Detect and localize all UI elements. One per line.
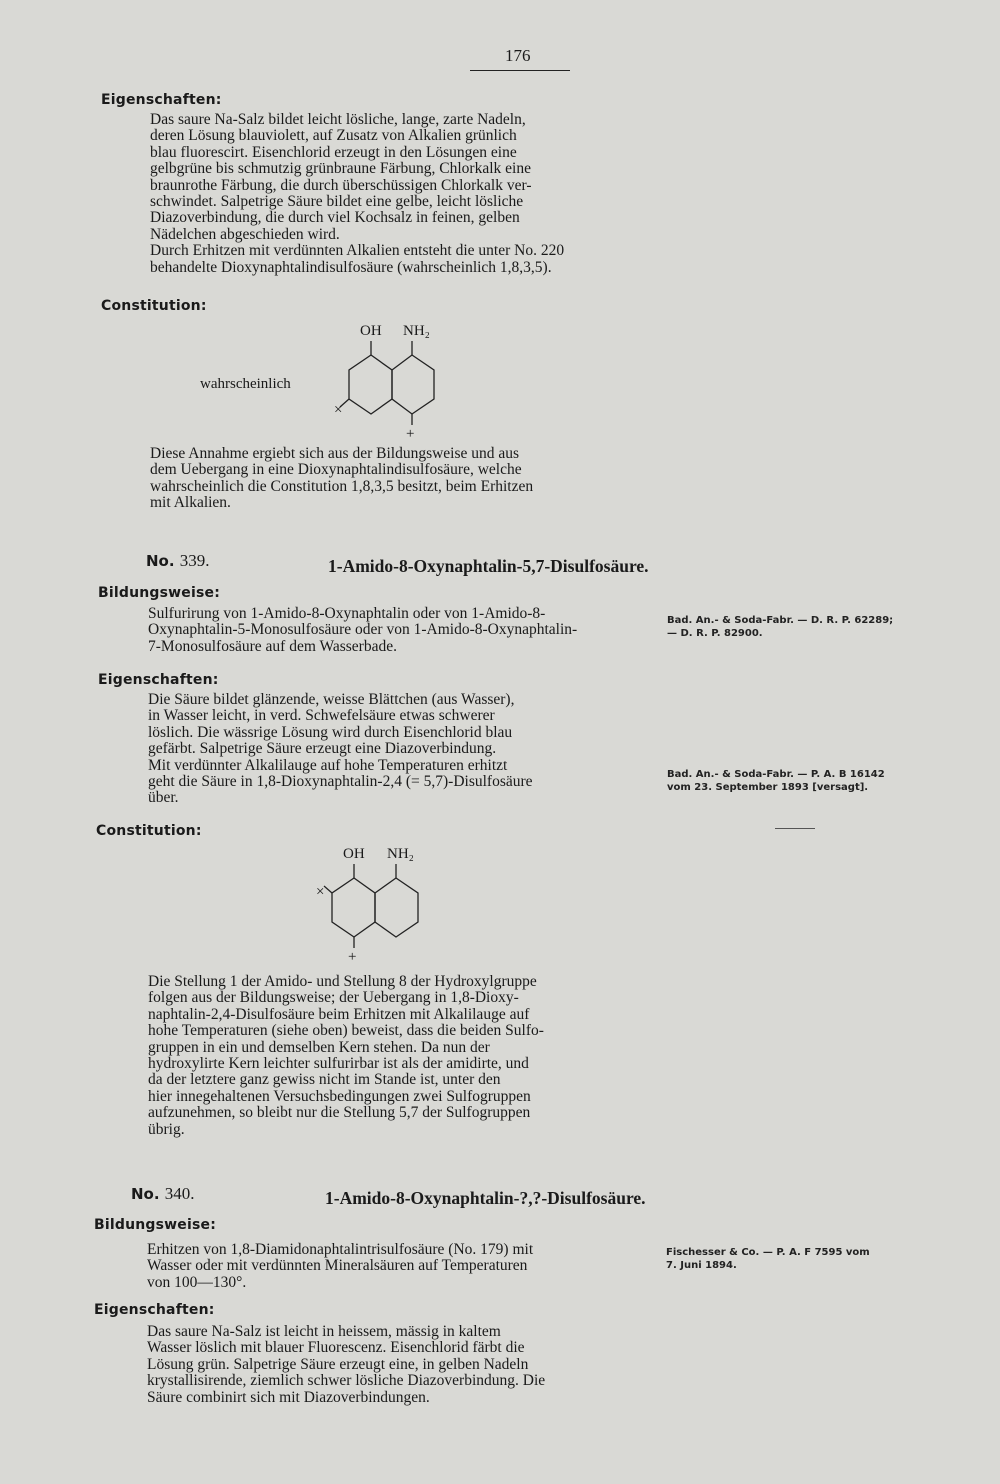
constitution-note-339 (148, 974, 544, 1138)
eigenschaften-text-1-line: Das saure Na-Salz bildet leicht lösliche, lange, zarte Nadeln, (150, 111, 526, 128)
structure-note-1-line: mit Alkalien. (150, 494, 231, 512)
eigenschaften-text-340-line: Lösung grün. Salpetrige Säure erzeugt eine, in gelben Nadeln (147, 1355, 529, 1373)
patent-reference-339-b (667, 768, 885, 794)
eigenschaften-text-339-line: über. (148, 789, 179, 807)
entry-no-value-339: 339. (179, 551, 210, 570)
eigenschaften-heading-340: Eigenschaften: (94, 1302, 215, 1318)
entry-no-prefix-340: No. (131, 1185, 160, 1203)
eigenschaften-heading-1: Eigenschaften: (101, 92, 222, 108)
structure-oh-1: OH (360, 323, 382, 339)
x-substituent-marker-339: × (316, 884, 325, 900)
patent-reference-340-line: Fischesser & Co. — P. A. F 7595 vom (666, 1247, 870, 1258)
eigenschaften-text-339-line: in Wasser leicht, in verd. Schwefelsäure etwas schwerer (148, 707, 495, 725)
eigenschaften-text-1-line: behandelte Dioxynaphtalindisulfosäure (wahrscheinlich 1,8,3,5). (150, 258, 552, 276)
eigenschaften-text-1-line: braunrothe Färbung, die durch überschüssigen Chlorkalk ver- (150, 176, 532, 194)
constitution-note-339-line: übrig. (148, 1120, 185, 1138)
structure-oh-339: OH (343, 846, 365, 862)
naphthalene-structure-339 (310, 838, 460, 968)
patent-reference-339-a-line: — D. R. P. 82900. (667, 628, 763, 639)
constitution-note-339-line: hier innegehaltenen Versuchsbedingungen zwei Sulfogruppen (148, 1087, 531, 1105)
patent-reference-339-a-line: Bad. An.- & Soda-Fabr. — D. R. P. 62289; (667, 615, 894, 626)
eigenschaften-text-340-line: Das saure Na-Salz ist leicht in heissem, mässig in kaltem (147, 1323, 501, 1340)
entry-number-340 (131, 1184, 195, 1204)
entry-no-prefix-339: No. (146, 552, 175, 570)
eigenschaften-text-1-line: blau fluorescirt. Eisenchlorid erzeugt in den Lösungen eine (150, 143, 517, 161)
bildungsweise-text-339-line: 7-Monosulfosäure auf dem Wasserbade. (148, 637, 397, 655)
bildungsweise-heading-339: Bildungsweise: (98, 585, 221, 601)
constitution-note-339-line: naphtalin-2,4-Disulfosäure beim Erhitzen mit Alkalilauge auf (148, 1005, 530, 1023)
eigenschaften-text-340-line: Wasser löslich mit blauer Fluorescenz. Eisenchlorid färbt die (147, 1339, 525, 1357)
eigenschaften-text-339-line: Die Säure bildet glänzende, weisse Blättchen (aus Wasser), (148, 691, 515, 708)
patent-reference-340 (666, 1246, 870, 1272)
constitution-heading-339: Constitution: (96, 823, 202, 839)
constitution-note-339-line: folgen aus der Bildungsweise; der Uebergang in 1,8-Dioxy- (148, 989, 519, 1007)
patent-reference-339-b-line: vom 23. September 1893 [versagt]. (667, 782, 869, 793)
eigenschaften-text-1-line: gelbgrüne bis schmutzig grünbraune Färbung, Chlorkalk eine (150, 160, 531, 178)
x-substituent-marker-1: × (334, 402, 343, 418)
naphthalene-structure-1 (320, 315, 460, 445)
bildungsweise-text-340-line: von 100—130°. (147, 1273, 247, 1291)
plus-substituent-marker-339: + (348, 949, 357, 965)
patent-reference-339-a (667, 614, 893, 640)
patent-reference-339-b-line: Bad. An.- & Soda-Fabr. — P. A. B 16142 (667, 769, 885, 780)
structure-note-1-line: dem Uebergang in eine Dioxynaphtalindisulfosäure, welche (150, 461, 522, 479)
eigenschaften-text-339 (148, 692, 533, 807)
structure-note-1 (150, 446, 533, 512)
entry-no-value-340: 340. (164, 1184, 195, 1203)
eigenschaften-text-340-line: krystallisirende, ziemlich schwer lösliche Diazoverbindung. Die (147, 1372, 546, 1390)
structure-label-wahrscheinlich: wahrscheinlich (200, 376, 291, 392)
bildungsweise-heading-340: Bildungsweise: (94, 1217, 217, 1233)
bildungsweise-text-339-line: Sulfurirung von 1-Amido-8-Oxynaphtalin oder von 1-Amido-8- (148, 605, 546, 622)
eigenschaften-text-1-line: Durch Erhitzen mit verdünnten Alkalien entsteht die unter No. 220 (150, 242, 565, 260)
eigenschaften-text-1-line: schwindet. Salpetrige Säure bildet eine gelbe, leicht lösliche (150, 193, 524, 211)
eigenschaften-text-340-line: Säure combinirt sich mit Diazoverbindungen. (147, 1388, 430, 1406)
eigenschaften-text-339-line: löslich. Die wässrige Lösung wird durch Eisenchlorid blau (148, 723, 513, 741)
structure-nh2-1: NH₂ (403, 323, 430, 339)
eigenschaften-text-1-line: Diazoverbindung, die durch viel Kochsalz in feinen, gelben (150, 209, 520, 227)
bildungsweise-text-339-line: Oxynaphtalin-5-Monosulfosäure oder von 1-Amido-8-Oxynaphtalin- (148, 621, 578, 639)
page-number: 176 (505, 46, 531, 65)
plus-substituent-marker-1: + (406, 426, 415, 442)
structure-nh2-339: NH₂ (387, 846, 414, 862)
structure-note-1-line: Diese Annahme ergiebt sich aus der Bildungsweise und aus (150, 445, 520, 462)
bildungsweise-text-340-line: Erhitzen von 1,8-Diamidonaphtalintrisulfosäure (No. 179) mit (147, 1241, 534, 1258)
show-through-rule (775, 828, 815, 829)
eigenschaften-text-1-line: deren Lösung blauviolett, auf Zusatz von Alkalien grünlich (150, 127, 517, 145)
patent-reference-340-line: 7. Juni 1894. (666, 1260, 737, 1271)
bildungsweise-text-340-line: Wasser oder mit verdünnten Mineralsäuren auf Temperaturen (147, 1257, 528, 1275)
entry-title-339: 1-Amido-8-Oxynaphtalin-5,7-Disulfosäure. (328, 556, 649, 576)
constitution-note-339-line: hohe Temperaturen (siehe oben) beweist, dass die beiden Sulfo- (148, 1022, 544, 1040)
eigenschaften-heading-339: Eigenschaften: (98, 672, 219, 688)
constitution-note-339-line: gruppen in ein und demselben Kern stehen. Da nun der (148, 1038, 490, 1056)
constitution-heading-1: Constitution: (101, 298, 207, 314)
page-number-rule (470, 70, 570, 71)
bildungsweise-text-339 (148, 606, 577, 655)
constitution-note-339-line: da der letztere ganz gewiss nicht im Stande ist, unter den (148, 1071, 501, 1089)
structure-note-1-line: wahrscheinlich die Constitution 1,8,3,5 besitzt, beim Erhitzen (150, 477, 534, 495)
eigenschaften-text-1-line: Nädelchen abgeschieden wird. (150, 225, 340, 243)
bildungsweise-text-340 (147, 1242, 533, 1291)
eigenschaften-text-339-line: gefärbt. Salpetrige Säure erzeugt eine Diazoverbindung. (148, 740, 497, 758)
constitution-note-339-line: hydroxylirte Kern leichter sulfurirbar ist als der amidirte, und (148, 1055, 529, 1073)
entry-title-340: 1-Amido-8-Oxynaphtalin-?,?-Disulfosäure. (325, 1188, 646, 1208)
eigenschaften-text-1 (150, 112, 564, 276)
eigenschaften-text-339-line: Mit verdünnter Alkalilauge auf hohe Temperaturen erhitzt (148, 756, 508, 774)
eigenschaften-text-340 (147, 1324, 545, 1406)
entry-number-339 (146, 551, 210, 571)
constitution-note-339-line: aufzunehmen, so bleibt nur die Stellung 5,7 der Sulfogruppen (148, 1104, 531, 1122)
eigenschaften-text-339-line: geht die Säure in 1,8-Dioxynaphtalin-2,4 (= 5,7)-Disulfosäure (148, 773, 533, 791)
constitution-note-339-line: Die Stellung 1 der Amido- und Stellung 8 der Hydroxylgruppe (148, 973, 537, 990)
